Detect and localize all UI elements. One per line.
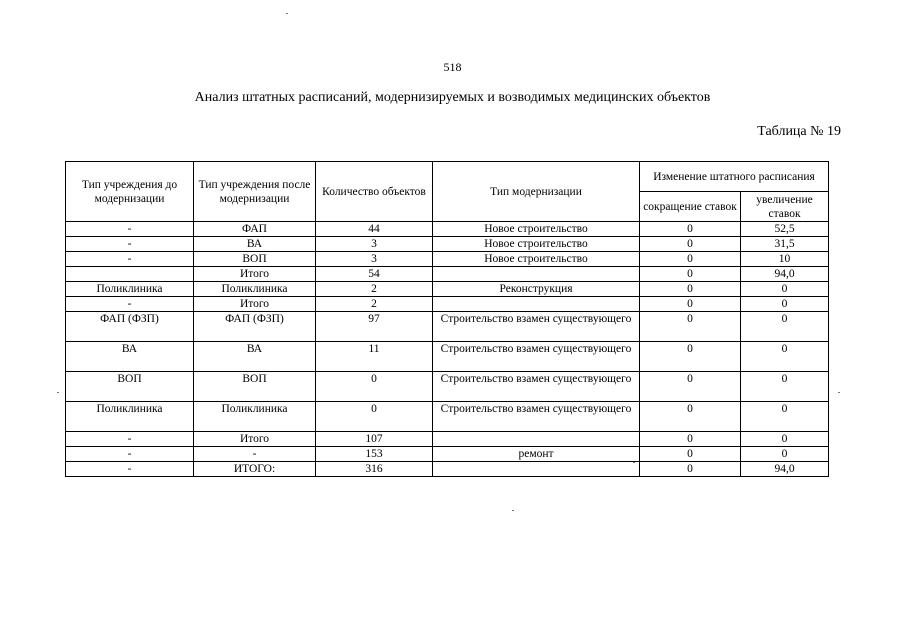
cell-count: 153 xyxy=(316,447,433,462)
cell-count: 0 xyxy=(316,402,433,432)
scan-speck xyxy=(286,13,288,14)
cell-increase: 52,5 xyxy=(741,222,829,237)
table-row xyxy=(66,402,829,432)
cell-count: 316 xyxy=(316,462,433,477)
cell-count: 3 xyxy=(316,237,433,252)
cell-type-after: Итого xyxy=(194,432,316,447)
cell-increase: 0 xyxy=(741,312,829,342)
cell-increase: 0 xyxy=(741,342,829,372)
table-row xyxy=(66,222,829,237)
cell-count: 11 xyxy=(316,342,433,372)
table-row xyxy=(66,237,829,252)
cell-reduction: 0 xyxy=(640,237,741,252)
table-row xyxy=(66,312,829,342)
cell-increase: 94,0 xyxy=(741,462,829,477)
header-modernization-type: Тип модернизации xyxy=(433,162,640,222)
cell-increase: 0 xyxy=(741,297,829,312)
cell-modernization-type: ремонт xyxy=(433,447,640,462)
cell-type-before xyxy=(66,267,194,282)
cell-modernization-type xyxy=(433,432,640,447)
cell-reduction: 0 xyxy=(640,222,741,237)
cell-increase: 10 xyxy=(741,252,829,267)
cell-increase: 0 xyxy=(741,282,829,297)
cell-reduction: 0 xyxy=(640,297,741,312)
table-header xyxy=(66,162,829,222)
cell-type-before: - xyxy=(66,432,194,447)
cell-reduction: 0 xyxy=(640,312,741,342)
cell-reduction: 0 xyxy=(640,462,741,477)
cell-reduction: 0 xyxy=(640,267,741,282)
cell-type-after: Поликлиника xyxy=(194,282,316,297)
cell-modernization-type xyxy=(433,267,640,282)
cell-type-before: ВОП xyxy=(66,372,194,402)
cell-type-before: - xyxy=(66,462,194,477)
cell-modernization-type: Новое строительство xyxy=(433,237,640,252)
cell-reduction: 0 xyxy=(640,402,741,432)
cell-modernization-type xyxy=(433,297,640,312)
cell-increase: 31,5 xyxy=(741,237,829,252)
cell-type-after: ВОП xyxy=(194,372,316,402)
table-row xyxy=(66,297,829,312)
cell-increase: 0 xyxy=(741,372,829,402)
cell-type-after: ВОП xyxy=(194,252,316,267)
cell-reduction: 0 xyxy=(640,432,741,447)
cell-reduction: 0 xyxy=(640,342,741,372)
cell-type-before: ВА xyxy=(66,342,194,372)
cell-type-after: ФАП xyxy=(194,222,316,237)
cell-type-before: - xyxy=(66,297,194,312)
cell-type-after: Итого xyxy=(194,297,316,312)
table-row xyxy=(66,282,829,297)
cell-count: 2 xyxy=(316,297,433,312)
cell-modernization-type: Строительство взамен существующего xyxy=(433,372,640,402)
cell-type-after: ИТОГО: xyxy=(194,462,316,477)
cell-type-after: Поликлиника xyxy=(194,402,316,432)
table-row xyxy=(66,372,829,402)
cell-count: 97 xyxy=(316,312,433,342)
cell-type-before: ФАП (ФЗП) xyxy=(66,312,194,342)
cell-increase: 0 xyxy=(741,402,829,432)
cell-increase: 0 xyxy=(741,432,829,447)
cell-modernization-type: Строительство взамен существующего xyxy=(433,312,640,342)
cell-type-after: - xyxy=(194,447,316,462)
cell-modernization-type: Новое строительство xyxy=(433,252,640,267)
cell-count: 0 xyxy=(316,372,433,402)
cell-type-after: ФАП (ФЗП) xyxy=(194,312,316,342)
cell-modernization-type xyxy=(433,462,640,477)
table-row xyxy=(66,267,829,282)
table-row xyxy=(66,447,829,462)
header-staff-change: Изменение штатного расписания xyxy=(640,162,829,192)
scan-speck xyxy=(633,462,635,463)
cell-type-before: Поликлиника xyxy=(66,402,194,432)
cell-type-before: - xyxy=(66,447,194,462)
cell-increase: 94,0 xyxy=(741,267,829,282)
scan-speck xyxy=(838,392,840,393)
cell-reduction: 0 xyxy=(640,372,741,402)
cell-modernization-type: Реконструкция xyxy=(433,282,640,297)
cell-type-before: - xyxy=(66,252,194,267)
cell-modernization-type: Строительство взамен существующего xyxy=(433,342,640,372)
cell-type-after: ВА xyxy=(194,237,316,252)
cell-type-before: - xyxy=(66,237,194,252)
table-body xyxy=(66,222,829,477)
cell-reduction: 0 xyxy=(640,447,741,462)
cell-type-after: Итого xyxy=(194,267,316,282)
header-type-before: Тип учреждения до модернизации xyxy=(66,162,194,222)
cell-type-after: ВА xyxy=(194,342,316,372)
cell-count: 54 xyxy=(316,267,433,282)
scan-speck xyxy=(512,510,514,511)
page-number: 518 xyxy=(443,60,462,74)
cell-reduction: 0 xyxy=(640,282,741,297)
cell-increase: 0 xyxy=(741,447,829,462)
scan-speck xyxy=(57,392,59,393)
cell-count: 2 xyxy=(316,282,433,297)
header-type-after: Тип учреждения после модернизации xyxy=(194,162,316,222)
cell-count: 107 xyxy=(316,432,433,447)
cell-type-before: Поликлиника xyxy=(66,282,194,297)
cell-reduction: 0 xyxy=(640,252,741,267)
header-reduction: сокращение ставок xyxy=(640,192,741,222)
cell-modernization-type: Строительство взамен существующего xyxy=(433,402,640,432)
table-row xyxy=(66,252,829,267)
cell-count: 3 xyxy=(316,252,433,267)
header-increase: увеличение ставок xyxy=(741,192,829,222)
cell-modernization-type: Новое строительство xyxy=(433,222,640,237)
staffing-analysis-table xyxy=(65,161,829,477)
table-row xyxy=(66,342,829,372)
table-number: Таблица № 19 xyxy=(757,124,841,139)
cell-count: 44 xyxy=(316,222,433,237)
cell-type-before: - xyxy=(66,222,194,237)
table-row xyxy=(66,432,829,447)
table-row xyxy=(66,462,829,477)
header-count: Количество объектов xyxy=(316,162,433,222)
document-title: Анализ штатных расписаний, модернизируемых и возводимых медицинских объектов xyxy=(194,90,711,105)
